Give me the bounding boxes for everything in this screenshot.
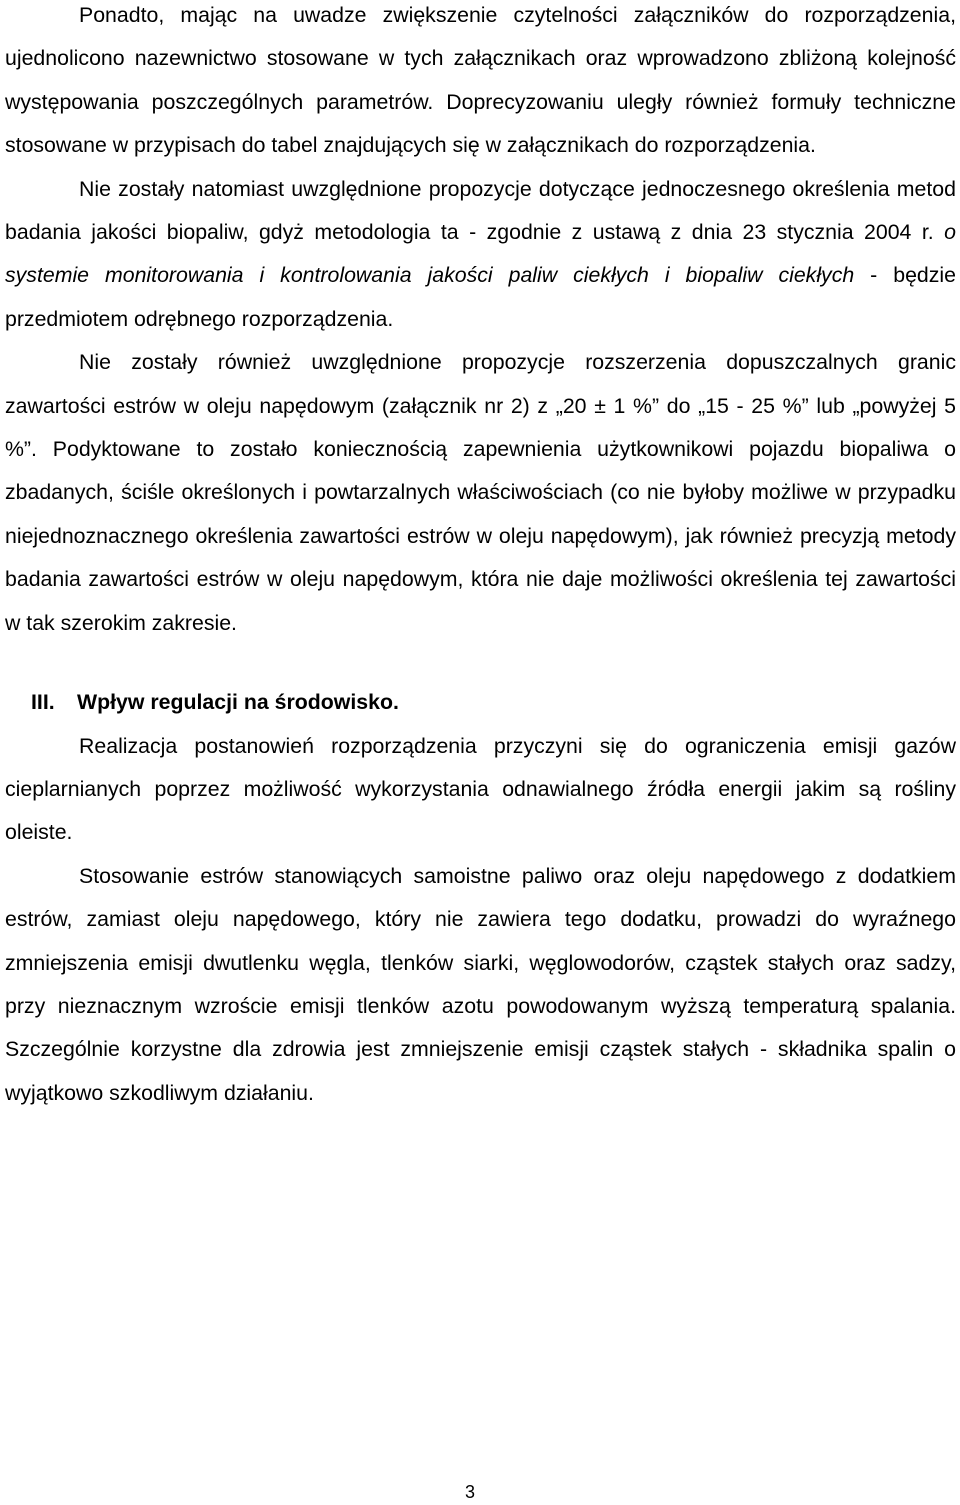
page-number: 3 — [464, 1482, 475, 1502]
paragraph-ester-use: Stosowanie estrów stanowiących samoistne paliwo oraz oleju napędowego z dodatkiem estrów, zamiast oleju napędowego, który nie zawiera tego dodatku, prowadzi do wyraźnego zmniejszenia emisji dwutlenku węgla, tlenków siarki, węglowodorów, cząstek stałych oraz sadzy, przy nieznacznym wzroście emisji tlenków azotu powodowanym wyższą temperaturą spalania. Szczególnie korzystne dla zdrowia jest zmniejszenie emisji cząstek stałych - składnika spalin o wyjątkowo szkodliwym działaniu. — [5, 863, 956, 1105]
paragraph-quality-methods — [5, 168, 956, 342]
document-page — [5, 0, 956, 1115]
act-title-italic: o systemie monitorowania i kontrolowania jakości paliw ciekłych i biopaliw ciekłych — [5, 220, 956, 288]
paragraph-text: Nie zostały natomiast uwzględnione propozycje dotyczące jednoczesnego określenia metod badania jakości biopaliw, gdyż metodologia ta - zgodnie z ustawą z dnia 23 stycznia 2004 r. — [5, 176, 956, 245]
section-number: III. — [31, 690, 55, 715]
paragraph-readability: Ponadto, mając na uwadze zwiększenie czytelności załączników do rozporządzenia, ujednolicono nazewnictwo stosowane w tych załącznikach oraz wprowadzono zbliżoną kolejność występowania poszczególnych parametrów. Doprecyzowaniu uległy również formuły techniczne stosowane w przypisach do tabel znajdujących się w załącznikach do rozporządzenia. — [5, 3, 956, 158]
section-title: Wpływ regulacji na środowisko. — [77, 690, 399, 715]
paragraph-text: - będzie przedmiotem odrębnego rozporządzenia. — [5, 263, 956, 331]
paragraph-emissions: Realizacja postanowień rozporządzenia przyczyni się do ograniczenia emisji gazów cieplarnianych poprzez możliwość wykorzystania odnawialnego źródła energii jakim są rośliny oleiste. — [5, 733, 956, 845]
paragraph-ester-limits: Nie zostały również uwzględnione propozycje rozszerzenia dopuszczalnych granic zawartości estrów w oleju napędowym (załącznik nr 2) z „20 ± 1 %” do „15 - 25 %” lub „powyżej 5 %”. Podyktowane to zostało koniecznością zapewnienia użytkownikowi pojazdu biopaliwa o zbadanych, ściśle określonych i powtarzalnych właściwościach (co nie byłoby możliwe w przypadku niejednoznacznego określenia zawartości estrów w oleju napędowym), jak również precyzją metody badania zawartości estrów w oleju napędowym, która nie daje możliwości określenia tej zawartości w tak szerokim zakresie. — [5, 350, 956, 635]
section-heading — [5, 681, 956, 724]
